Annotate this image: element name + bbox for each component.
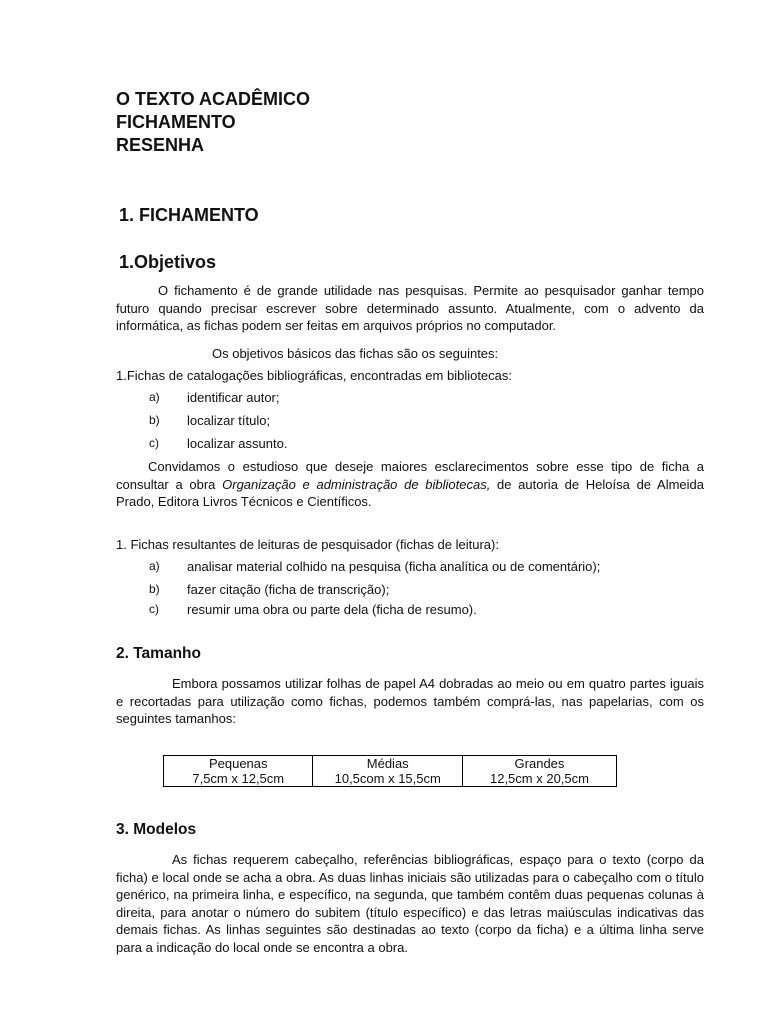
size-value: 12,5cm x 20,5cm — [489, 771, 589, 786]
list-1-title: 1.Fichas de catalogações bibliográficas, encontradas em bibliotecas: — [116, 368, 513, 383]
list-marker: b) — [149, 582, 160, 596]
size-paragraph — [116, 675, 704, 728]
size-name: Grandes — [514, 756, 565, 771]
objectives-paragraph — [116, 282, 704, 335]
list-text: identificar autor; — [187, 390, 280, 405]
models-paragraph-text: As fichas requerem cabeçalho, referências bibliográficas, espaço para o texto (corpo da ficha) e local onde se acha a obra. As duas linhas iniciais são utilizadas para o cabeçalho com o título genérico, na primeira linha, e específico, na segunda, que também contêm duas pequenas colunas à direita, para anotar o número do subitem (título específico) e das letras maiúsculas indicativas das demais fichas. As linhas seguintes são destinadas ao texto (corpo da ficha) e a última linha serve para a indicação do local onde se encontra a obra. — [116, 852, 704, 955]
size-value: 10,5com x 15,5cm — [334, 771, 441, 786]
reference-text-after: de autoria de Heloísa de Almeida Prado, Editora Livros Técnicos e Científicos. — [116, 476, 704, 509]
title-line-3: RESENHA — [116, 135, 205, 155]
list-marker: a) — [149, 559, 160, 573]
list-marker: a) — [149, 390, 160, 404]
list-text: localizar título; — [187, 413, 271, 428]
size-name: Pequenas — [208, 756, 268, 771]
size-cell-small — [164, 756, 313, 787]
list-marker: c) — [149, 436, 159, 450]
size-name: Médias — [366, 756, 409, 771]
size-value: 7,5cm x 12,5cm — [192, 771, 285, 786]
objectives-intro: Os objetivos básicos das fichas são os seguintes: — [212, 346, 499, 361]
list-2-title: 1. Fichas resultantes de leituras de pesquisador (fichas de leitura): — [116, 537, 499, 552]
list-text: analisar material colhido na pesquisa (ficha analítica ou de comentário); — [187, 559, 601, 574]
section-1-heading: 1. FICHAMENTO — [119, 205, 259, 225]
title-line-2: FICHAMENTO — [116, 112, 236, 132]
book-title: Organização e administração de bibliotecas, — [222, 476, 491, 492]
list-text: fazer citação (ficha de transcrição); — [187, 582, 390, 597]
list-marker: c) — [149, 602, 159, 616]
objectives-paragraph-text: O fichamento é de grande utilidade nas pesquisas. Permite ao pesquisador ganhar tempo futuro quando precisar escrever sobre determinado assunto. Atualmente, com o advento da informática, as fichas podem ser feitas em arquivos próprios no computador. — [116, 283, 704, 333]
sizes-table — [163, 755, 617, 787]
title-line-1: O TEXTO ACADÊMICO — [116, 89, 311, 109]
section-3-heading: 3. Modelos — [116, 821, 197, 838]
list-text: resumir uma obra ou parte dela (ficha de resumo). — [187, 602, 477, 617]
section-2-heading: 2. Tamanho — [116, 645, 201, 662]
reference-paragraph — [116, 458, 704, 511]
list-text: localizar assunto. — [187, 436, 288, 451]
models-paragraph — [116, 851, 704, 956]
document-title — [116, 88, 310, 157]
size-cell-medium — [313, 756, 462, 787]
list-marker: b) — [149, 413, 160, 427]
size-cell-large — [462, 756, 616, 787]
size-paragraph-text: Embora possamos utilizar folhas de papel A4 dobradas ao meio ou em quatro partes iguais e recortadas para utilização como fichas, podemos também comprá-las, nas papelarias, com os seguintes tamanhos: — [116, 676, 704, 726]
objectives-heading: 1.Objetivos — [119, 252, 217, 272]
reference-text-before: Convidamos o estudioso que deseje maiores esclarecimentos sobre esse tipo de ficha a consultar a obra — [116, 459, 704, 492]
